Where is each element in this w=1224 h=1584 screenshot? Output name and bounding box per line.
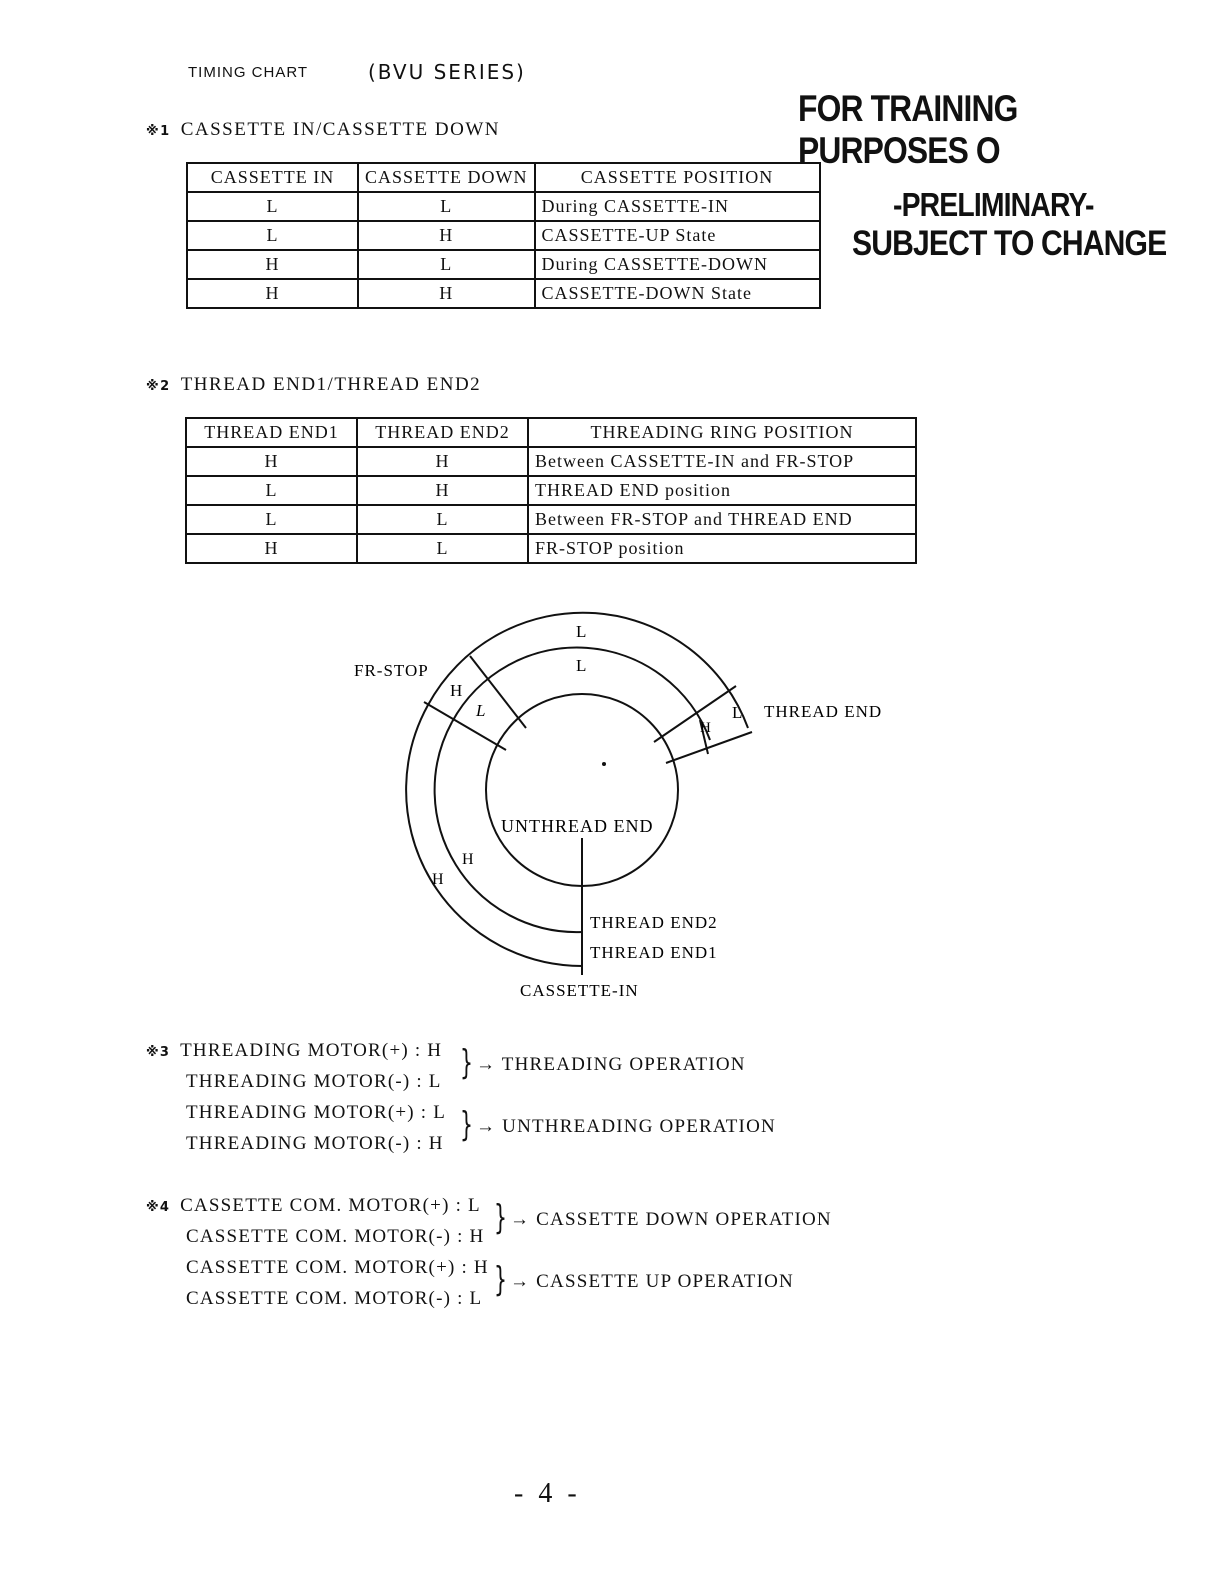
- subject-to-change-stamp: SUBJECT TO CHANGE: [852, 224, 1167, 263]
- threading-operation-label: → THREADING OPERATION: [476, 1054, 746, 1075]
- table-cell: L: [357, 505, 528, 534]
- table-cell: H: [187, 279, 358, 308]
- table-header-cell: CASSETTE IN: [187, 163, 358, 192]
- thread-end-tick-1: [654, 686, 736, 742]
- table-cell: Between CASSETTE-IN and FR-STOP: [528, 447, 916, 476]
- training-stamp: FOR TRAINING PURPOSES O: [798, 88, 1018, 171]
- table-cell: H: [358, 221, 535, 250]
- table-header-row: [186, 418, 916, 447]
- section2-label: THREAD END1/THREAD END2: [180, 374, 482, 395]
- section3-line-1: [146, 1040, 442, 1062]
- thread-end-label: THREAD END: [764, 702, 883, 721]
- threading-brace: }: [460, 1043, 473, 1083]
- thread-end-table: [185, 417, 917, 564]
- table-cell: L: [357, 534, 528, 563]
- outer-threadend-state: L: [732, 703, 743, 722]
- document-title: TIMING CHART: [188, 64, 309, 81]
- table-row: [186, 534, 916, 563]
- section2-heading: [146, 374, 481, 396]
- inner-bottom-state: H: [462, 851, 474, 868]
- table-cell: L: [358, 192, 535, 221]
- cassette-in-label: CASSETTE-IN: [520, 981, 639, 1000]
- section1-mark: ※1: [146, 124, 171, 139]
- table-cell: During CASSETTE-DOWN: [535, 250, 820, 279]
- table-header-cell: CASSETTE POSITION: [535, 163, 820, 192]
- table-header-cell: THREADING RING POSITION: [528, 418, 916, 447]
- table-header-cell: THREAD END2: [357, 418, 528, 447]
- table-cell: H: [358, 279, 535, 308]
- table-row: [186, 505, 916, 534]
- threading-motor-minus-l: THREADING MOTOR(-) : L: [186, 1071, 442, 1092]
- table-cell: L: [187, 192, 358, 221]
- inner-frstop-state: L: [476, 701, 486, 720]
- cassette-motor-minus-l: CASSETTE COM. MOTOR(-) : L: [186, 1288, 483, 1309]
- outer-bottom-state: H: [432, 871, 444, 888]
- table-cell: THREAD END position: [528, 476, 916, 505]
- thread-end1-label: THREAD END1: [590, 943, 718, 962]
- table-row: [186, 447, 916, 476]
- table-cell: Between FR-STOP and THREAD END: [528, 505, 916, 534]
- page-number: - 4 -: [514, 1478, 581, 1509]
- section2-mark: ※2: [146, 379, 171, 394]
- unthreading-operation-label: → UNTHREADING OPERATION: [476, 1116, 776, 1137]
- table-cell: L: [358, 250, 535, 279]
- outer-top-label: L: [576, 622, 587, 641]
- threading-motor-plus-l: THREADING MOTOR(+) : L: [186, 1102, 446, 1123]
- thread-end2-label: THREAD END2: [590, 913, 718, 932]
- series-handwritten-note: (BVU SERIES): [368, 60, 526, 84]
- inner-threadend-state: H: [700, 720, 711, 736]
- cassette-motor-plus-h: CASSETTE COM. MOTOR(+) : H: [186, 1257, 489, 1278]
- section4-line-1: [146, 1195, 481, 1217]
- inner-top-label: L: [576, 656, 587, 675]
- unthread-end-label: UNTHREAD END: [501, 816, 654, 836]
- table-row: [187, 250, 820, 279]
- section4-mark: ※4: [146, 1200, 171, 1215]
- frstop-label: FR-STOP: [354, 661, 429, 680]
- table-cell: CASSETTE-DOWN State: [535, 279, 820, 308]
- cassette-down-brace: }: [494, 1198, 507, 1238]
- table-cell: H: [187, 250, 358, 279]
- unthreading-brace: }: [460, 1105, 473, 1145]
- outer-frstop-state: H: [450, 681, 463, 700]
- threading-ring-diagram: [0, 600, 1224, 1020]
- table-row: [186, 476, 916, 505]
- table-cell: H: [357, 476, 528, 505]
- center-dot: [602, 762, 606, 766]
- table-header-row: [187, 163, 820, 192]
- table-cell: H: [186, 534, 357, 563]
- table-header-cell: THREAD END1: [186, 418, 357, 447]
- table-cell: H: [357, 447, 528, 476]
- cassette-table: [186, 162, 821, 309]
- frstop-outer-tick: [424, 702, 506, 750]
- cassette-motor-plus-l: CASSETTE COM. MOTOR(+) : L: [180, 1195, 481, 1216]
- section1-heading: [146, 119, 500, 141]
- table-cell: H: [186, 447, 357, 476]
- threading-motor-plus-h: THREADING MOTOR(+) : H: [180, 1040, 443, 1061]
- cassette-motor-minus-h: CASSETTE COM. MOTOR(-) : H: [186, 1226, 485, 1247]
- table-cell: L: [187, 221, 358, 250]
- threading-motor-minus-h: THREADING MOTOR(-) : H: [186, 1133, 444, 1154]
- cassette-up-operation-label: → CASSETTE UP OPERATION: [510, 1271, 794, 1292]
- table-header-cell: CASSETTE DOWN: [358, 163, 535, 192]
- section1-label: CASSETTE IN/CASSETTE DOWN: [180, 119, 501, 140]
- table-cell: FR-STOP position: [528, 534, 916, 563]
- table-cell: During CASSETTE-IN: [535, 192, 820, 221]
- cassette-down-operation-label: → CASSETTE DOWN OPERATION: [510, 1209, 832, 1230]
- preliminary-stamp: -PRELIMINARY-: [893, 186, 1094, 223]
- table-cell: L: [186, 476, 357, 505]
- table-row: [187, 192, 820, 221]
- section3-mark: ※3: [146, 1045, 171, 1060]
- table-row: [187, 279, 820, 308]
- table-row: [187, 221, 820, 250]
- cassette-up-brace: }: [494, 1260, 507, 1300]
- table-cell: CASSETTE-UP State: [535, 221, 820, 250]
- table-cell: L: [186, 505, 357, 534]
